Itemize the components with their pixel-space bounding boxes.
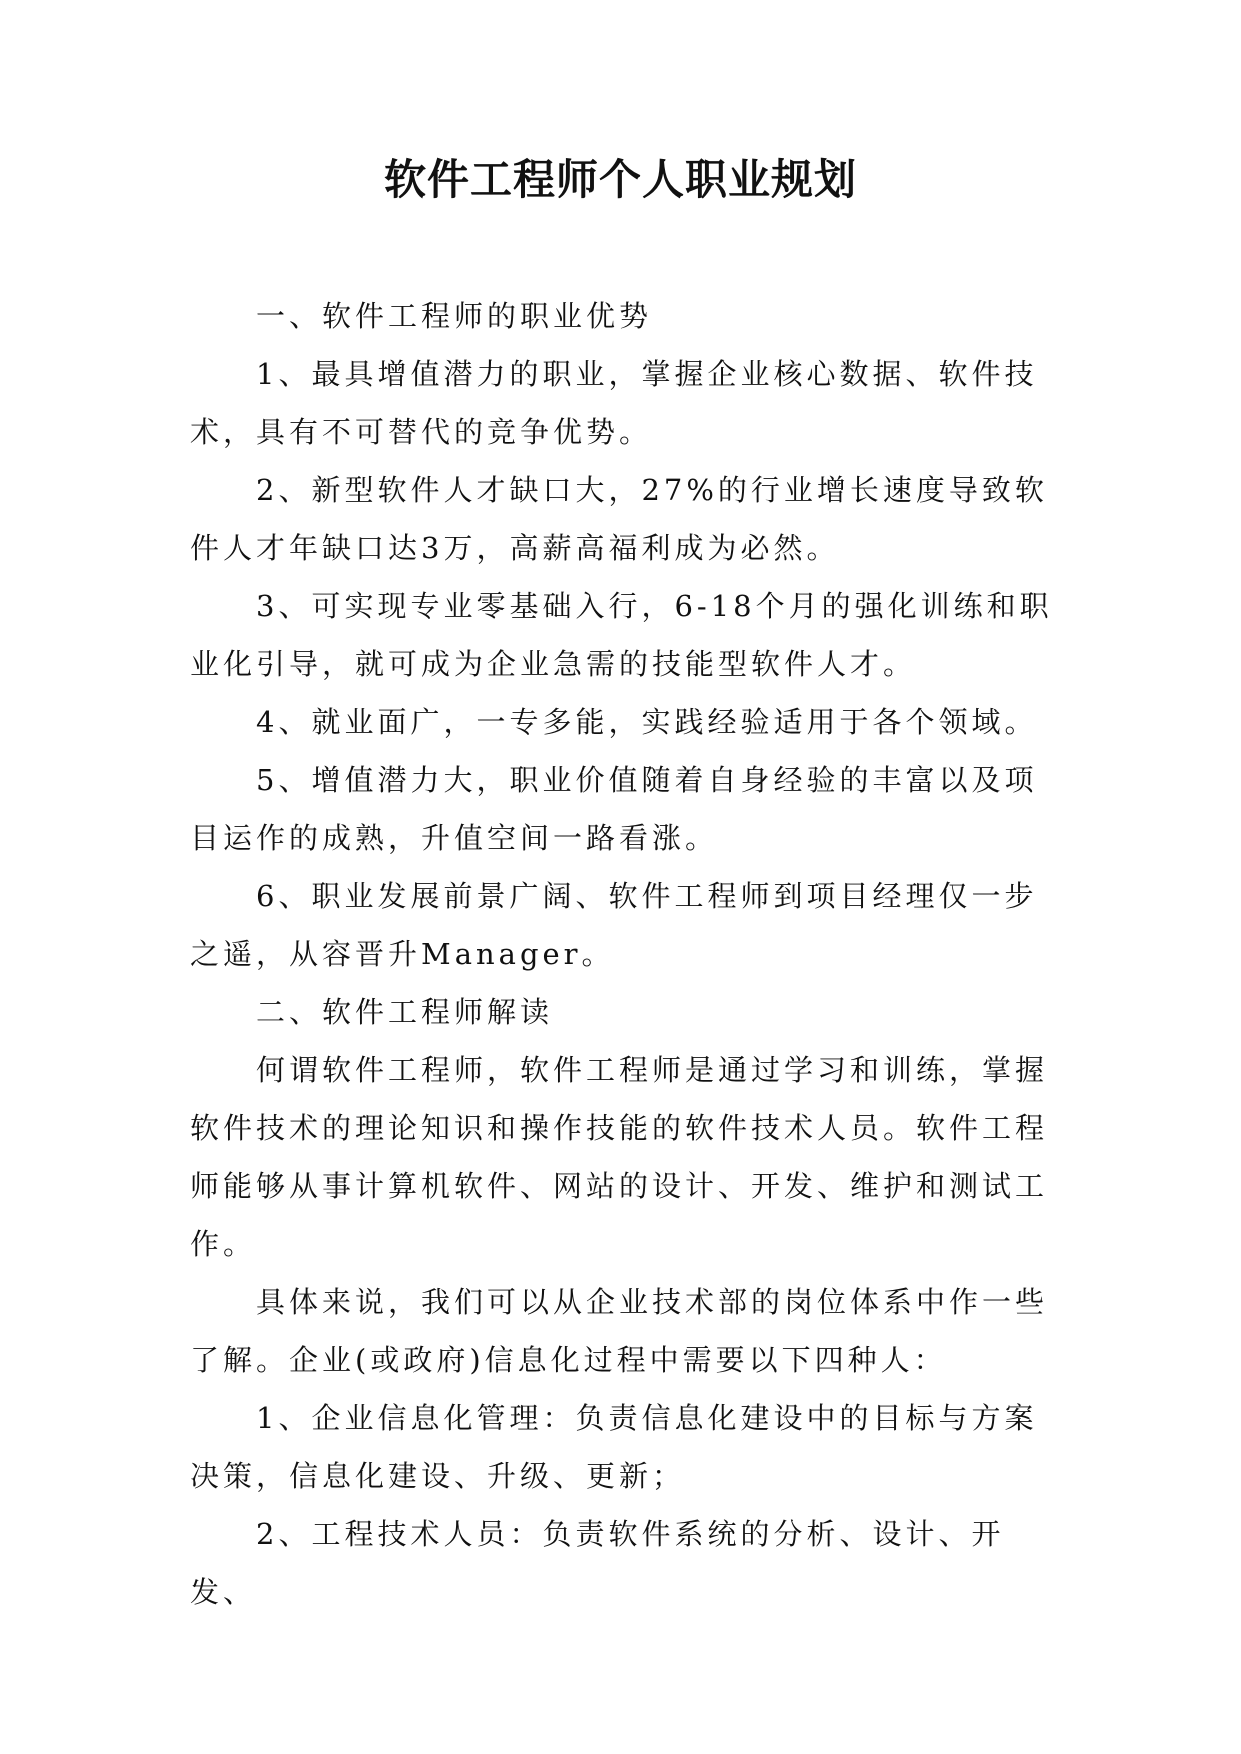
paragraph-advantage-2: 2、新型软件人才缺口大，27%的行业增长速度导致软件人才年缺口达3万，高薪高福利成为必然。 <box>190 473 1048 565</box>
paragraph-advantage-3: 3、可实现专业零基础入行，6-18个月的强化训练和职业化引导，就可成为企业急需的技能型软件人才。 <box>190 589 1053 681</box>
paragraph-role-1: 1、企业信息化管理：负责信息化建设中的目标与方案决策，信息化建设、升级、更新； <box>190 1401 1038 1493</box>
paragraph-definition: 何谓软件工程师，软件工程师是通过学习和训练，掌握软件技术的理论知识和操作技能的软件技术人员。软件工程师能够从事计算机软件、网站的设计、开发、维护和测试工作。 <box>190 1053 1049 1261</box>
paragraph-advantage-6: 6、职业发展前景广阔、软件工程师到项目经理仅一步之遥，从容晋升Manager。 <box>190 879 1038 971</box>
paragraph-advantage-4: 4、就业面广，一专多能，实践经验适用于各个领域。 <box>256 705 1038 739</box>
paragraph-role-2: 2、工程技术人员：负责软件系统的分析、设计、开发、 <box>190 1517 1005 1609</box>
document-title: 软件工程师个人职业规划 <box>383 155 857 204</box>
section-heading-advantages: 一、软件工程师的职业优势 <box>256 299 653 333</box>
paragraph-enterprise-roles: 具体来说，我们可以从企业技术部的岗位体系中作一些了解。企业(或政府)信息化过程中需要以下四种人： <box>190 1285 1049 1377</box>
paragraph-advantage-1: 1、最具增值潜力的职业，掌握企业核心数据、软件技术，具有不可替代的竞争优势。 <box>190 357 1038 449</box>
document-body <box>190 287 1070 1621</box>
paragraph-advantage-5: 5、增值潜力大，职业价值随着自身经验的丰富以及项目运作的成熟，升值空间一路看涨。 <box>190 763 1038 855</box>
section-heading-interpretation: 二、软件工程师解读 <box>256 995 554 1029</box>
